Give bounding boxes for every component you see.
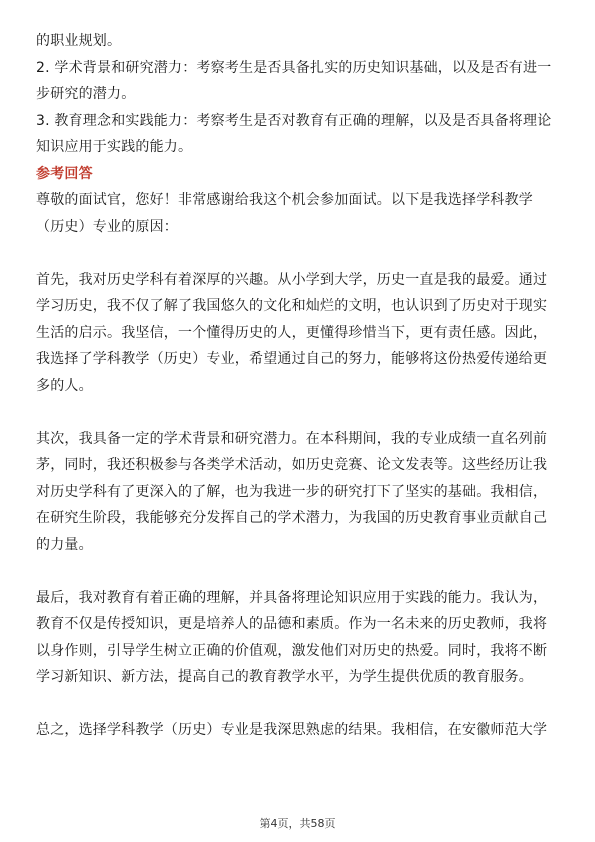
paragraph-line: 其次，我具备一定的学术背景和研究潜力。在本科期间，我的专业成绩一直名列前 <box>36 430 548 447</box>
page-content <box>36 28 559 744</box>
paragraph-line: 多的人。 <box>36 377 93 394</box>
paragraph-spacer <box>36 691 559 718</box>
paragraph-line: 茅，同时，我还积极参与各类学术活动，如历史竞赛、论文发表等。这些经历让我 <box>36 457 548 473</box>
paragraph-line: （历史）专业的原因： <box>36 218 178 235</box>
paragraph-first <box>36 267 559 400</box>
paragraph-line: 学习新知识、新方法，提高自己的教育教学水平，为学生提供优质的教育服务。 <box>36 669 533 685</box>
paragraph-line: 对历史学科有了更深入的了解，也为我进一步的研究打下了坚实的基础。我相信， <box>36 483 548 500</box>
intro-paragraph <box>36 187 559 240</box>
paragraph-line: 我选择了学科教学（历史）专业，希望通过自己的努力，能够将这份热爱传递给更 <box>36 351 548 367</box>
paragraph-line: 教育不仅是传授知识，更是培养人的品德和素质。作为一名未来的历史教师，我将 <box>36 616 548 632</box>
paragraph-line: 生活的启示。我坚信，一个懂得历史的人，更懂得珍惜当下，更有责任感。因此， <box>36 324 548 341</box>
paragraph-line: 在研究生阶段，我能够充分发挥自己的学术潜力，为我国的历史教育事业贡献自己 <box>36 510 548 526</box>
criteria-item-line: 步研究的潜力。 <box>36 86 136 102</box>
paragraph-spacer <box>36 399 559 426</box>
criteria-item-3 <box>36 108 559 161</box>
paragraph-spacer <box>36 240 559 267</box>
criteria-item-2 <box>36 55 559 108</box>
list-continuation: 的职业规划。 <box>36 33 122 49</box>
paragraph-conclusion <box>36 717 559 744</box>
paragraph-line: 以身作则，引导学生树立正确的价值观，激发他们对历史的热爱。同时，我将不断 <box>36 642 548 659</box>
paragraph-spacer <box>36 558 559 585</box>
criteria-item-line: 3. 教育理念和实践能力：考察考生是否对教育有正确的理解，以及是否具备将理论 <box>36 112 552 129</box>
paragraph-line: 尊敬的面试官，您好！非常感谢给我这个机会参加面试。以下是我选择学科教学 <box>36 192 533 208</box>
paragraph-line: 首先，我对历史学科有着深厚的兴趣。从小学到大学，历史一直是我的最爱。通过 <box>36 271 548 288</box>
paragraph-second <box>36 426 559 559</box>
answer-heading: 参考回答 <box>36 165 93 182</box>
paragraph-line: 的力量。 <box>36 536 93 553</box>
paragraph-line: 最后，我对教育有着正确的理解，并具备将理论知识应用于实践的能力。我认为， <box>36 589 548 606</box>
paragraph-line: 学习历史，我不仅了解了我国悠久的文化和灿烂的文明，也认识到了历史对于现实 <box>36 298 548 314</box>
criteria-item-line: 知识应用于实践的能力。 <box>36 139 193 155</box>
page-number: 第4页，共58页 <box>259 817 336 830</box>
criteria-item-line: 2. 学术背景和研究潜力：考察考生是否具备扎实的历史知识基础，以及是否有进一 <box>36 59 552 76</box>
paragraph-third <box>36 585 559 691</box>
paragraph-line: 总之，选择学科教学（历史）专业是我深思熟虑的结果。我相信，在安徽师范大学 <box>36 722 548 738</box>
